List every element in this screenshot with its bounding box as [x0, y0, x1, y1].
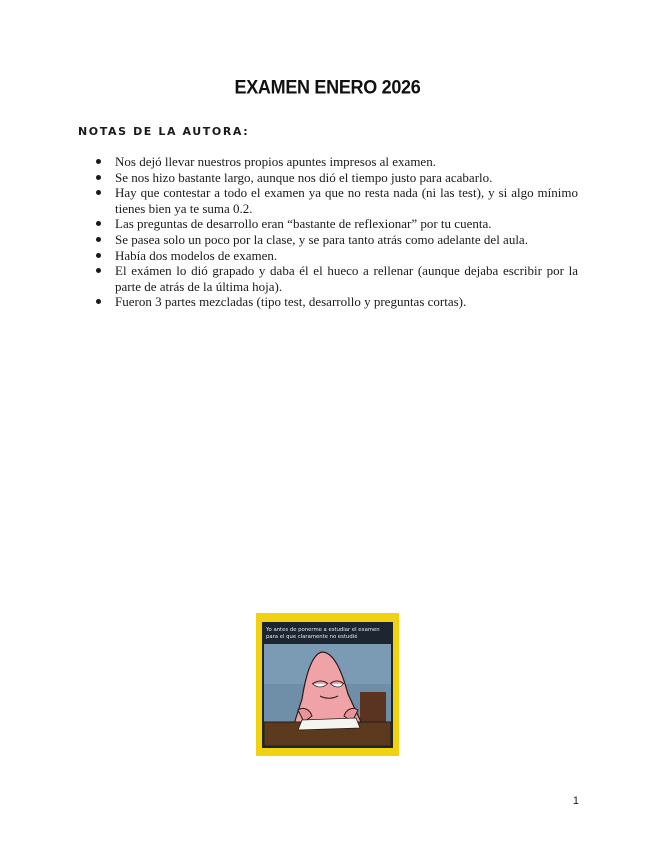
note-text: Fueron 3 partes mezcladas (tipo test, desarrollo y preguntas cortas).	[115, 294, 467, 310]
note-text: Había dos modelos de examen.	[115, 247, 278, 263]
note-text: Se nos hizo bastante largo, aunque nos dió el tiempo justo para acabarlo.	[115, 169, 493, 185]
note-item	[78, 216, 578, 232]
note-item	[78, 248, 578, 264]
bullet-icon	[96, 175, 101, 180]
patrick-cartoon-illustration	[264, 644, 391, 746]
note-text: Nos dejó llevar nuestros propios apuntes impresos al examen.	[115, 154, 436, 169]
document-title: EXAMEN ENERO 2026	[234, 76, 421, 98]
bullet-icon	[96, 221, 101, 226]
bullet-icon	[96, 299, 101, 304]
note-item	[78, 185, 578, 216]
note-item	[78, 232, 578, 248]
meme-caption: Yo antes de ponerme a estudiar el examen para el que claramente no estudié	[266, 627, 380, 640]
note-item	[78, 263, 578, 294]
notes-list	[78, 154, 578, 310]
note-item	[78, 294, 578, 310]
meme-frame	[262, 622, 393, 748]
note-text: Hay que contestar a todo el examen ya que no resta nada (ni las test), y si algo mínimo tienes bien ya te suma 0.2.	[115, 185, 578, 216]
meme-image	[256, 613, 399, 756]
note-text: El exámen lo dió grapado y daba él el hueco a rellenar (aunque dejaba escribir por la parte de atrás de la última hoja).	[115, 263, 578, 294]
page-number: 1	[572, 795, 579, 807]
note-text: Se pasea solo un poco por la clase, y se para tanto atrás como adelante del aula.	[115, 231, 528, 247]
note-text: Las preguntas de desarrollo eran “bastante de reflexionar” por tu cuenta.	[115, 216, 492, 232]
bullet-icon	[96, 190, 101, 195]
note-item	[78, 170, 578, 186]
bullet-icon	[96, 268, 101, 273]
bullet-icon	[96, 253, 101, 258]
bullet-icon	[96, 159, 101, 164]
bullet-icon	[96, 237, 101, 242]
section-heading: NOTAS DE LA AUTORA:	[78, 125, 250, 138]
note-item	[78, 154, 578, 170]
